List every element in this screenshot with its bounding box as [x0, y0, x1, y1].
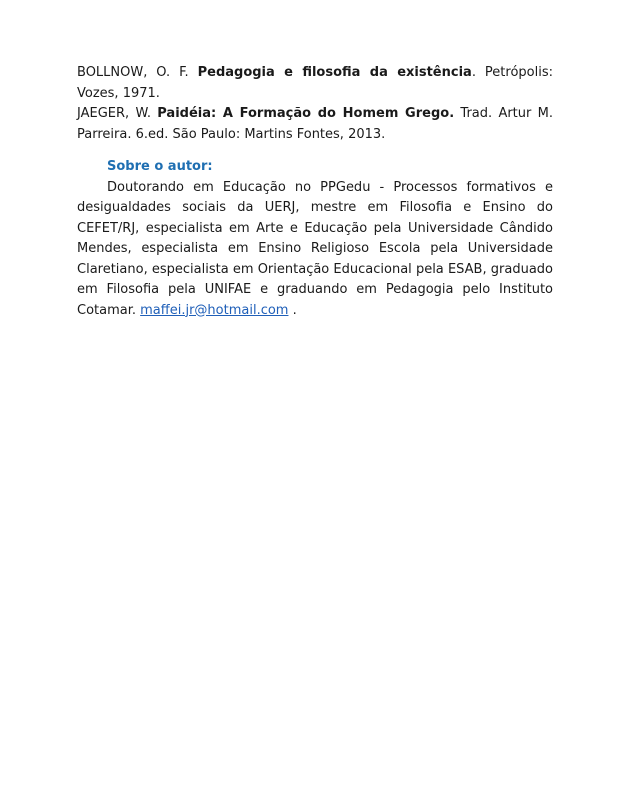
reference-entry [77, 104, 553, 145]
email-link[interactable]: maffei.jr@hotmail.com [140, 302, 289, 318]
about-author-text [77, 178, 553, 322]
reference-entry [77, 63, 553, 104]
reference-details: . Petrópolis: Vozes, 1971. [77, 65, 553, 101]
reference-author: BOLLNOW, O. F. [77, 65, 198, 80]
reference-details: Trad. Artur M. Parreira. 6.ed. São Paulo: Martins Fontes, 2013. [77, 106, 553, 142]
reference-author: JAEGER, W. [77, 106, 158, 121]
page-content [77, 63, 553, 321]
reference-title: Paidéia: A Formação do Homem Grego. [157, 106, 455, 121]
reference-title: Pedagogia e filosofia da existência [197, 65, 472, 80]
about-author-heading: Sobre o autor: [107, 159, 213, 174]
bio-body: Doutorando em Educação no PPGedu - Processos formativos e desigualdades sociais da UERJ, mestre em Filosofia e Ensino do CEFET/RJ, especialista em Arte e Educação pela Universidade Cândido Mendes, especialista em Ensino Religioso Escola pela Universidade Claretiano, especialista em Orientação Educacional pela ESAB, graduado em Filosofia pela UNIFAE e graduando em Pedagogia pelo Instituto Cotamar. [77, 179, 553, 318]
bio-trail: . [288, 302, 297, 318]
